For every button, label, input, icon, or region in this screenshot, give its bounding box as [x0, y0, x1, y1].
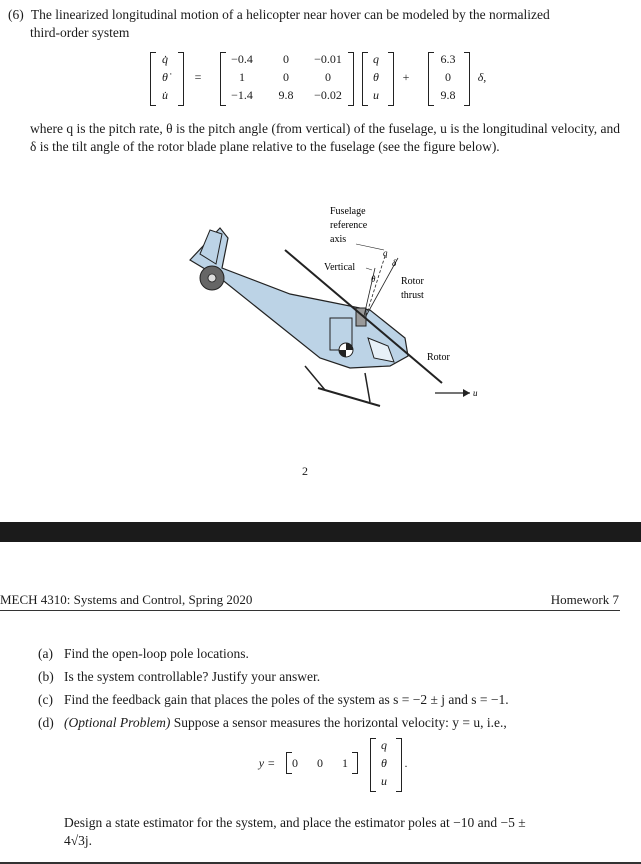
question-label: (c)	[38, 692, 53, 707]
a21: 1	[239, 70, 245, 84]
x-u: u	[373, 88, 379, 102]
leader-fuselage	[356, 244, 384, 250]
page-2	[0, 542, 641, 864]
x-theta: θ	[373, 70, 379, 84]
label-rotor-thrust-2: thrust	[401, 290, 424, 301]
a13: −0.01	[314, 52, 342, 66]
question-label: (a)	[38, 646, 53, 661]
a12: 0	[283, 52, 289, 66]
intro-line-1: The linearized longitudinal motion of a helicopter near hover can be modeled by the normalized	[30, 7, 550, 22]
skid	[365, 373, 370, 402]
c2: 0	[317, 756, 323, 770]
a23: 0	[325, 70, 331, 84]
label-axis: axis	[330, 234, 347, 245]
question-text: Find the open-loop pole locations.	[64, 646, 249, 661]
intro-line-2: third-order system	[30, 25, 130, 40]
a11: −0.4	[231, 52, 253, 66]
label-rotor: Rotor	[427, 352, 450, 363]
a22: 0	[283, 70, 289, 84]
question-text: Is the system controllable? Justify your answer.	[64, 669, 321, 684]
label-theta: θ	[371, 274, 376, 284]
y-u: u	[381, 774, 387, 788]
continuation-text: where q is the pitch rate, θ is the pitch angle (from vertical) of the fuselage, u is the longitudinal velocity, and δ is the tilt angle of the rotor blade plane relative to the fuselage (see the figure below).	[30, 121, 620, 154]
a33: −0.02	[314, 88, 342, 102]
design-line-2: 4√3j.	[64, 833, 93, 848]
question-text: Find the feedback gain that places the poles of the system as s = −2 ± j and s = −1.	[64, 692, 509, 707]
y-theta: θ	[381, 756, 387, 770]
c3: 1	[342, 756, 348, 770]
input-delta: δ,	[477, 70, 487, 84]
header-homework: Homework 7	[550, 592, 619, 607]
label-u: u	[473, 388, 478, 398]
b3: 9.8	[440, 88, 456, 102]
label-vertical: Vertical	[324, 262, 356, 273]
label-delta: δ	[392, 258, 397, 268]
header-course: MECH 4310: Systems and Control, Spring 2020	[0, 592, 253, 607]
question-label: (d)	[38, 715, 54, 730]
label-q: q	[383, 248, 388, 258]
skid	[318, 388, 380, 406]
y-q: q	[381, 738, 387, 752]
label-reference: reference	[330, 220, 368, 231]
xdot-u: u̇	[162, 88, 168, 102]
question-label: (b)	[38, 669, 54, 684]
equals-sign: =	[194, 70, 202, 84]
page-separator	[0, 522, 641, 542]
x-q: q	[373, 52, 379, 66]
label-rotor-thrust-1: Rotor	[401, 276, 424, 287]
a32: 9.8	[278, 88, 294, 102]
label-fuselage: Fuselage	[330, 206, 366, 217]
design-text	[64, 814, 624, 850]
velocity-arrowhead	[463, 389, 470, 397]
question-text: Suppose a sensor measures the horizontal velocity: y = u, i.e.,	[173, 715, 507, 730]
b2: 0	[445, 70, 451, 84]
c1: 0	[292, 756, 298, 770]
design-line-1: Design a state estimator for the system, and place the estimator poles at −10 and −5 ±	[64, 815, 526, 830]
a31: −1.4	[231, 88, 253, 102]
optional-tag: (Optional Problem)	[64, 715, 171, 730]
tail-rotor-hub	[208, 274, 216, 282]
problem-number: (6)	[8, 7, 24, 22]
skid	[305, 366, 325, 390]
output-period: .	[404, 756, 408, 770]
leader-vertical	[366, 268, 372, 270]
bracket	[348, 52, 354, 106]
xdot-q: q̇	[162, 52, 168, 66]
plus-sign: +	[402, 70, 410, 84]
b1: 6.3	[440, 52, 456, 66]
xdot-theta: θ̇	[162, 70, 168, 84]
state-equation	[0, 0, 641, 120]
page-number: 2	[302, 464, 308, 478]
helicopter-figure	[180, 198, 485, 428]
output-lhs: y =	[258, 756, 276, 770]
